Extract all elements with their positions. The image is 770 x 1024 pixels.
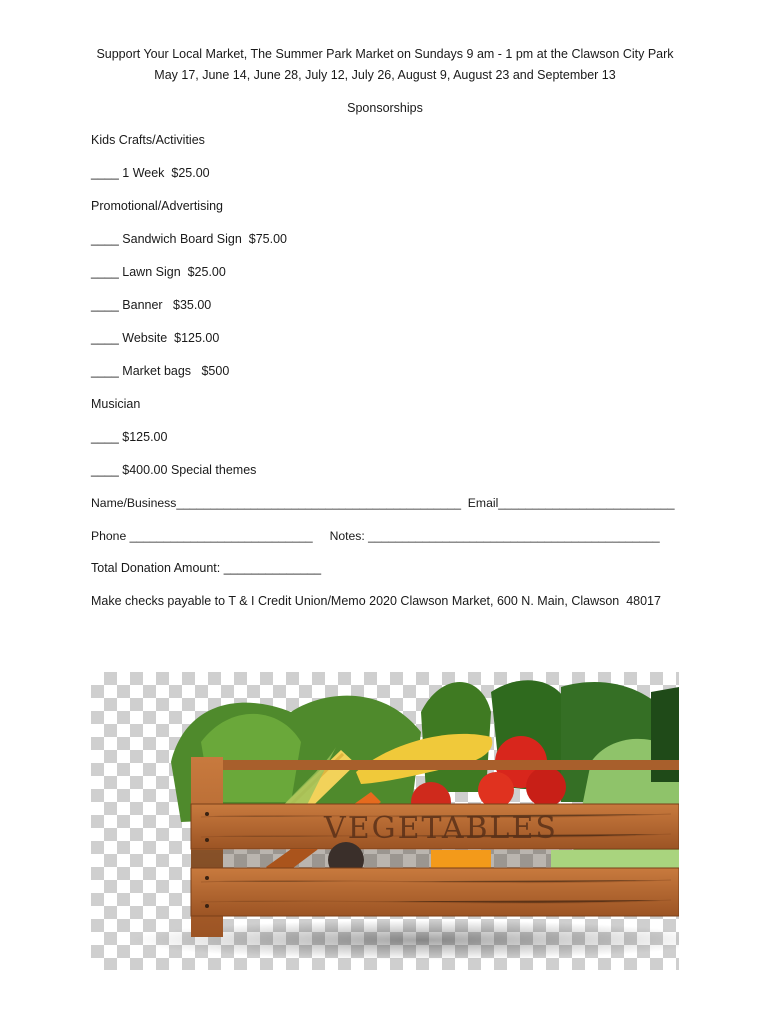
- header-line-2: May 17, June 14, June 28, July 12, July 26, August 9, August 23 and September 13: [154, 68, 616, 82]
- sponsorships-title: Sponsorships: [347, 101, 423, 115]
- crate-rim: [191, 760, 679, 770]
- promo-item-sandwich-board: ____ Sandwich Board Sign $75.00: [91, 232, 287, 246]
- vegetable-crate-illustration: [91, 672, 679, 970]
- header-line-1: Support Your Local Market, The Summer Park Market on Sundays 9 am - 1 pm at the Clawson City Park: [96, 47, 674, 61]
- promo-item-website: ____ Website $125.00: [91, 331, 220, 345]
- promo-item-banner: ____ Banner $35.00: [91, 298, 212, 312]
- name-email-line: Name/Business__________________________________________ Email__________________________: [91, 496, 675, 510]
- promo-heading: Promotional/Advertising: [91, 199, 224, 213]
- promo-item-market-bags: ____ Market bags $500: [91, 364, 230, 378]
- crate-label-text: VEGETABLES: [324, 811, 558, 846]
- checks-payable-line: Make checks payable to T & I Credit Union/Memo 2020 Clawson Market, 600 N. Main, Clawson 48017: [91, 594, 661, 608]
- promo-item-lawn-sign: ____ Lawn Sign $25.00: [91, 265, 226, 279]
- crate-bottom-board: [191, 868, 679, 916]
- musician-item-125: ____ $125.00: [91, 430, 168, 444]
- pepper-icon: [431, 850, 491, 870]
- vegetable-crate-photo: [91, 672, 679, 970]
- musician-item-400: ____ $400.00 Special themes: [91, 463, 257, 477]
- lettuce-icon: [551, 850, 679, 870]
- phone-notes-line: Phone ___________________________ Notes: ___________________________________________: [91, 529, 660, 543]
- kids-heading: Kids Crafts/Activities: [91, 133, 205, 147]
- kids-item-1-week: ____ 1 Week $25.00: [91, 166, 210, 180]
- musician-heading: Musician: [91, 397, 141, 411]
- donation-amount-line: Total Donation Amount: ______________: [91, 561, 322, 575]
